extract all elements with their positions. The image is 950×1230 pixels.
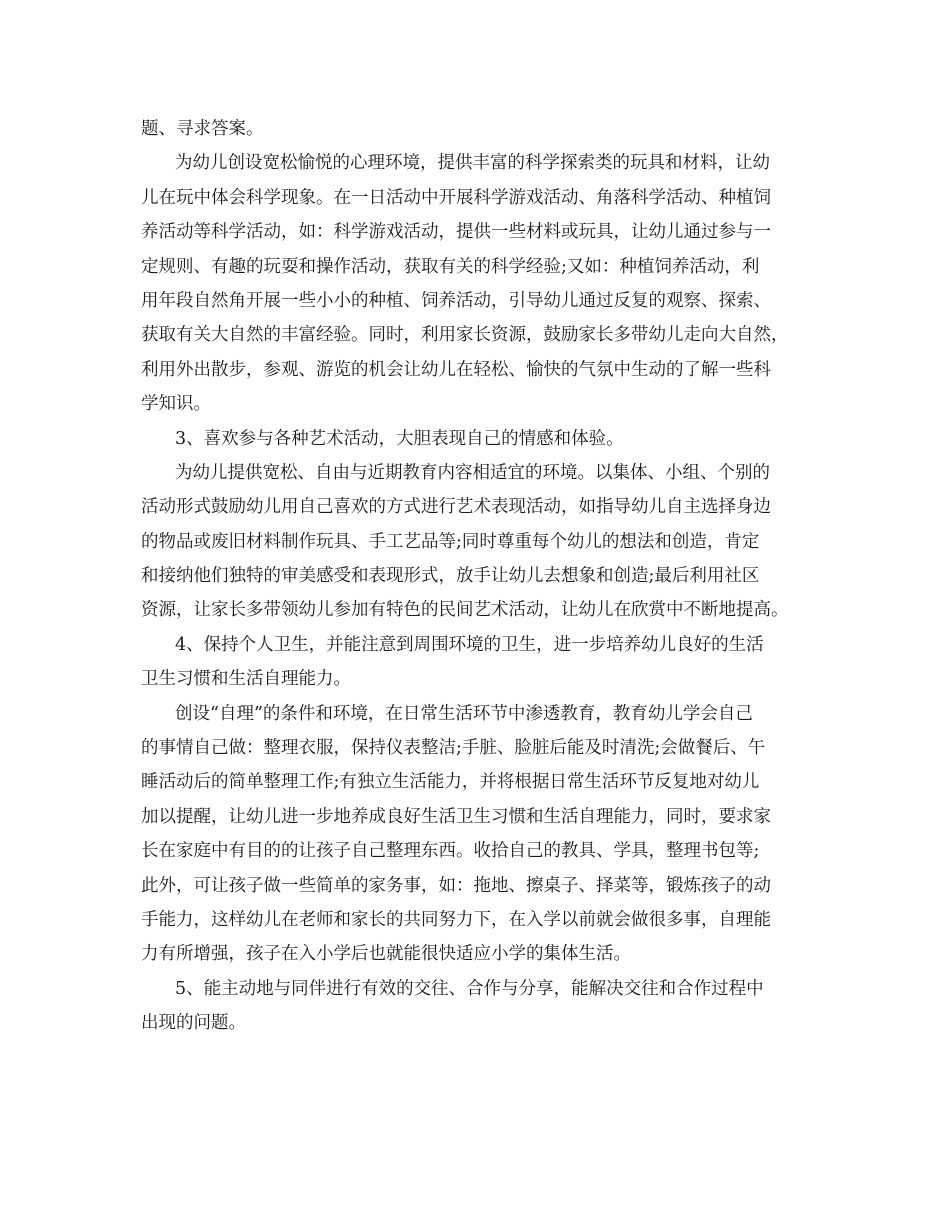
document-line: 题、寻求答案。 bbox=[141, 119, 264, 139]
document-line: 长在家庭中有目的的让孩子自己整理东西。收拾自己的教具、学具，整理书包等; bbox=[141, 841, 760, 862]
document-line: 创设“自理”的条件和环境，在日常生活环节中渗透教育，教育幼儿学会自己 bbox=[175, 703, 753, 724]
document-body bbox=[141, 112, 811, 1041]
document-line: 4、保持个人卫生，并能注意到周围环境的卫生，进一步培养幼儿良好的生活 bbox=[175, 634, 764, 655]
document-line: 手能力，这样幼儿在老师和家长的共同努力下，在入学以前就会做很多事，自理能 bbox=[141, 909, 771, 930]
document-line: 加以提醒，让幼儿进一步地养成良好生活卫生习惯和生活自理能力，同时，要求家 bbox=[141, 806, 771, 827]
document-line: 获取有关大自然的丰富经验。同时，利用家长资源，鼓励家长多带幼儿走向大自然， bbox=[141, 325, 789, 346]
document-line: 为幼儿创设宽松愉悦的心理环境，提供丰富的科学探索类的玩具和材料，让幼 bbox=[175, 153, 770, 174]
document-line: 力有所增强，孩子在入小学后也就能很快适应小学的集体生活。 bbox=[141, 944, 631, 965]
document-line: 的事情自己做：整理衣服，保持仪表整洁;手脏、脸脏后能及时清洗;会做餐后、午 bbox=[141, 738, 766, 759]
document-line: 此外，可让孩子做一些简单的家务事，如：拖地、擦桌子、择菜等，锻炼孩子的动 bbox=[141, 875, 771, 896]
document-line: 睡活动后的简单整理工作;有独立生活能力，并将根据日常生活环节反复地对幼儿 bbox=[141, 772, 760, 793]
document-line: 为幼儿提供宽松、自由与近期教育内容相适宜的环境。以集体、小组、个别的 bbox=[175, 462, 770, 483]
document-line: 3、喜欢参与各种艺术活动，大胆表现自己的情感和体验。 bbox=[175, 428, 624, 449]
document-line: 资源，让家长多带领幼儿参加有特色的民间艺术活动，让幼儿在欣赏中不断地提高。 bbox=[141, 600, 789, 621]
document-line: 儿在玩中体会科学现象。在一日活动中开展科学游戏活动、角落科学活动、种植饲 bbox=[141, 187, 771, 208]
document-line: 的物品或废旧材料制作玩具、手工艺品等;同时尊重每个幼儿的想法和创造，肯定 bbox=[141, 531, 760, 552]
document-line: 出现的问题。 bbox=[141, 1013, 246, 1034]
document-line: 学知识。 bbox=[141, 394, 211, 415]
document-line: 5、能主动地与同伴进行有效的交往、合作与分享，能解决交往和合作过程中 bbox=[175, 978, 764, 999]
document-line: 养活动等科学活动，如：科学游戏活动，提供一些材料或玩具，让幼儿通过参与一 bbox=[141, 222, 771, 243]
document-line: 卫生习惯和生活自理能力。 bbox=[141, 669, 351, 690]
document-line: 定规则、有趣的玩耍和操作活动，获取有关的科学经验;又如：种植饲养活动，利 bbox=[141, 256, 760, 277]
document-line: 和接纳他们独特的审美感受和表现形式，放手让幼儿去想象和创造;最后利用社区 bbox=[141, 566, 760, 587]
document-line: 用年段自然角开展一些小小的种植、饲养活动，引导幼儿通过反复的观察、探索、 bbox=[141, 290, 771, 311]
document-line: 活动形式鼓励幼儿用自己喜欢的方式进行艺术表现活动，如指导幼儿自主选择身边 bbox=[141, 497, 771, 518]
document-line: 利用外出散步，参观、游览的机会让幼儿在轻松、愉快的气氛中生动的了解一些科 bbox=[141, 359, 771, 380]
